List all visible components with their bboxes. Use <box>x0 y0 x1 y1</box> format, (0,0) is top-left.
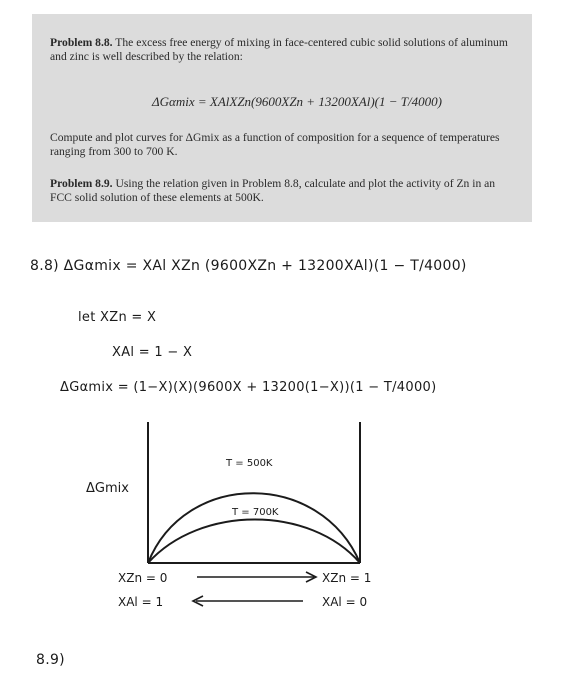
problem-8-8-label: Problem 8.8. <box>50 36 113 49</box>
handwritten-line-8-8: 8.8) ΔGαmix = XAl XZn (9600XZn + 13200XAl)(1 − T/4000) <box>30 258 467 274</box>
handwritten-xal: XAl = 1 − X <box>112 345 193 360</box>
problem-8-8-text: The excess free energy of mixing in face-centered cubic solid solutions of aluminum and zinc is well described by the relation: <box>50 36 508 63</box>
left-xal-label: XAl = 1 <box>118 595 164 609</box>
curve-700k <box>148 520 360 564</box>
label-700k: T = 700K <box>232 507 279 518</box>
handwritten-8-9-label: 8.9) <box>36 652 65 668</box>
problem-8-8-task: Compute and plot curves for ΔGmix as a function of composition for a sequence of temperatures ranging from 300 to 700 K. <box>50 131 500 158</box>
left-xzn-label: XZn = 0 <box>118 571 168 585</box>
right-xal-label: XAl = 0 <box>322 595 368 609</box>
graph-y-label: ΔGmix <box>86 481 129 496</box>
given-equation: ΔGαmix = XAlXZn(9600XZn + 13200XAl)(1 − T/4000) <box>152 94 442 109</box>
curve-500k <box>148 493 360 563</box>
handwritten-let-xzn: let XZn = X <box>78 310 157 325</box>
problem-8-9-label: Problem 8.9. <box>50 177 113 190</box>
handwritten-substituted: ΔGαmix = (1−X)(X)(9600X + 13200(1−X))(1 − T/4000) <box>60 380 437 395</box>
problem-8-9-text: Using the relation given in Problem 8.8, calculate and plot the activity of Zn in an FCC solid solution of these elements at 500K. <box>50 177 496 204</box>
label-500k: T = 500K <box>226 458 273 469</box>
right-xzn-label: XZn = 1 <box>322 571 372 585</box>
